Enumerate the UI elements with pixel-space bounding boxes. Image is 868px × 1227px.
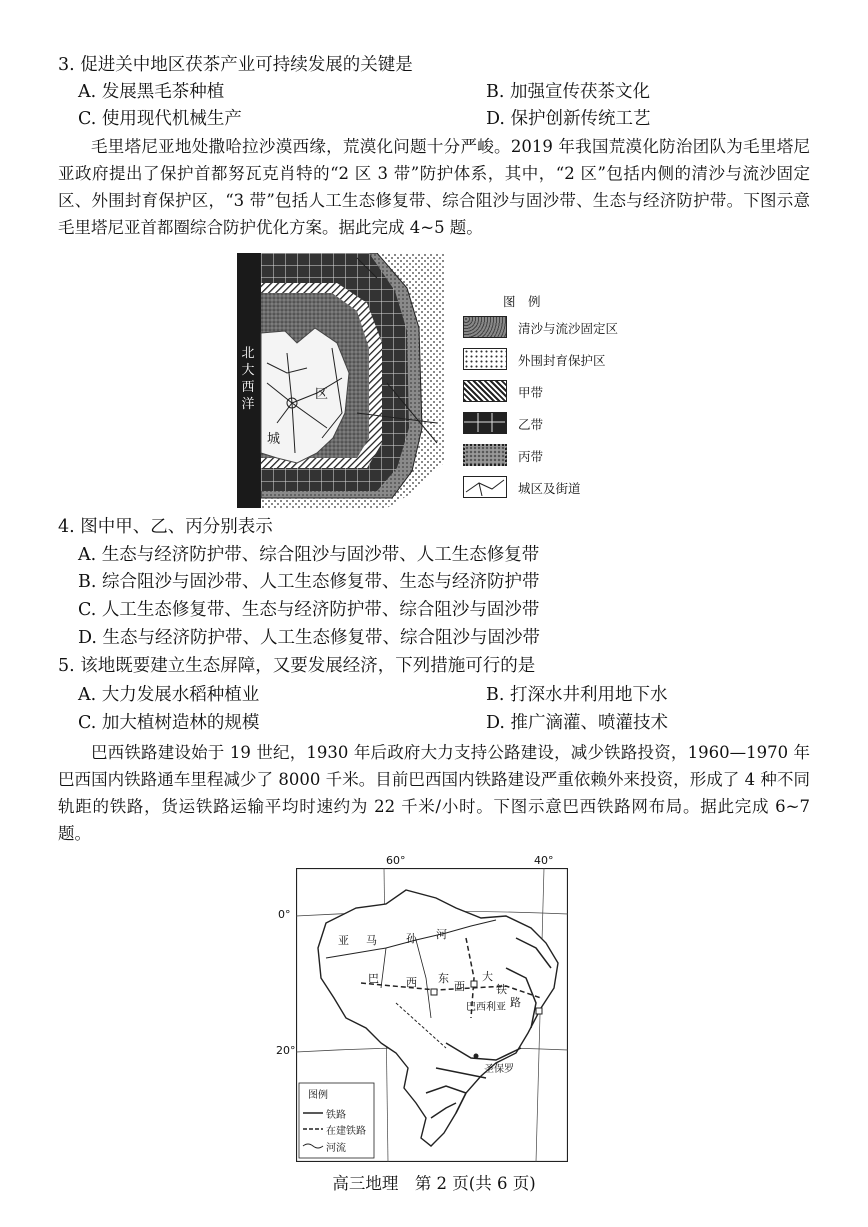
legend-label: 外围封育保护区 — [518, 353, 606, 368]
railway-label-char: 巴 — [368, 972, 379, 985]
legend-label: 城区及街道 — [518, 481, 581, 496]
ocean-label-char: 洋 — [241, 397, 255, 412]
city-saopaulo-label: 圣保罗 — [484, 1064, 514, 1075]
q3-option-a: A. 发展黑毛茶种植 — [78, 82, 225, 102]
legend-title: 图 例 — [503, 294, 541, 309]
river-label-char: 亚 — [338, 934, 349, 947]
street-swatch-icon — [463, 476, 507, 498]
railway-label-char: 路 — [510, 996, 521, 1009]
hatched-swatch-icon — [463, 380, 507, 402]
lon-40-label: 40° — [534, 854, 554, 867]
q4-option-b: B. 综合阻沙与固沙带、人工生态修复带、生态与经济防护带 — [78, 572, 540, 592]
page-footer: 高三地理 第 2 页(共 6 页) — [332, 1174, 536, 1193]
railway-label-char: 西 — [454, 980, 465, 993]
q3-option-c: C. 使用现代机械生产 — [78, 109, 242, 129]
railway-label-char: 铁 — [496, 983, 507, 996]
q5-option-b: B. 打深水井利用地下水 — [486, 685, 668, 705]
lat-20-label: 20° — [276, 1044, 296, 1057]
q3-stem: 3. 促进关中地区茯茶产业可持续发展的关键是 — [58, 55, 413, 75]
inner-belt-swatch-icon — [463, 444, 507, 466]
ocean-label — [240, 345, 256, 413]
ocean-label-char: 西 — [241, 380, 255, 395]
lon-60-label: 60° — [386, 854, 406, 867]
q4-option-a: A. 生态与经济防护带、综合阻沙与固沙带、人工生态修复带 — [78, 545, 540, 565]
lat-0-label: 0° — [278, 908, 291, 921]
ocean-label-char: 大 — [241, 363, 255, 378]
map2-legend-planned: 在建铁路 — [326, 1126, 366, 1137]
q3-option-d: D. 保护创新传统工艺 — [486, 109, 651, 129]
map-nouakchott — [237, 253, 444, 508]
passage-brazil-text: 巴西铁路建设始于 19 世纪，1930 年后政府大力支持公路建设，减少铁路投资，1960—1970 年巴西国内铁路通车里程减少了 8000 千米。目前巴西国内铁路建设严重依赖外来投资，形成了 4 种不同轨距的铁路，货运铁路运输平均时速约为 22 千米/小时。下图示意巴西铁路网布局。据此完成 6~7 题。 — [58, 743, 810, 843]
map2-legend-railway: 铁路 — [326, 1110, 346, 1121]
map1-legend — [463, 292, 663, 507]
map-label-cheng: 城 — [267, 432, 281, 447]
railway-label-char: 大 — [482, 970, 493, 983]
map-brazil — [276, 854, 568, 1162]
q4-stem: 4. 图中甲、乙、丙分别表示 — [58, 517, 273, 537]
legend-label: 丙带 — [518, 449, 544, 464]
q3-option-b: B. 加强宣传茯茶文化 — [486, 82, 650, 102]
dense-dot-swatch-icon — [463, 316, 507, 338]
q5-option-d: D. 推广滴灌、喷灌技术 — [486, 713, 669, 733]
q5-option-c: C. 加大植树造林的规模 — [78, 713, 260, 733]
river-label-char: 河 — [436, 928, 447, 941]
passage-brazil — [58, 739, 810, 847]
legend-label: 清沙与流沙固定区 — [518, 321, 619, 336]
q5-stem: 5. 该地既要建立生态屏障，又要发展经济，下列措施可行的是 — [58, 656, 536, 676]
railway-label-char: 东 — [438, 972, 449, 985]
map2-legend-river: 河流 — [326, 1143, 346, 1154]
q4-option-c: C. 人工生态修复带、生态与经济防护带、综合阻沙与固沙带 — [78, 600, 540, 620]
q5-option-a: A. 大力发展水稻种植业 — [78, 685, 260, 705]
river-label-char: 马 — [366, 934, 377, 947]
passage-mauritania — [58, 133, 810, 241]
city-brasilia-label: 巴西利亚 — [466, 1002, 506, 1013]
passage-mauritania-text: 毛里塔尼亚地处撒哈拉沙漠西缘，荒漠化问题十分严峻。2019 年我国荒漠化防治团队为毛里塔尼亚政府提出了保护首都努瓦克肖特的“2 区 3 带”防护体系，其中，“2 区”包括内侧的清沙与流沙固定区、外围封育保护区，“3 带”包括人工生态修复带、综合阻沙与固沙带、生态与经济防护带。下图示意毛里塔尼亚首都圈综合防护优化方案。据此完成 4~5 题。 — [58, 137, 810, 237]
map2-legend-title: 图例 — [308, 1090, 328, 1101]
legend-label: 甲带 — [518, 385, 544, 400]
grid-swatch-icon — [463, 412, 507, 434]
river-label-char: 孙 — [406, 932, 417, 945]
q4-option-d: D. 生态与经济防护带、人工生态修复带、综合阻沙与固沙带 — [78, 628, 541, 648]
legend-label: 乙带 — [518, 417, 544, 432]
railway-label-char: 西 — [406, 976, 417, 989]
nouakchott-map-graphic — [237, 253, 444, 508]
light-dot-swatch-icon — [463, 348, 507, 370]
map-label-qu: 区 — [315, 387, 329, 402]
ocean-label-char: 北 — [241, 346, 255, 361]
